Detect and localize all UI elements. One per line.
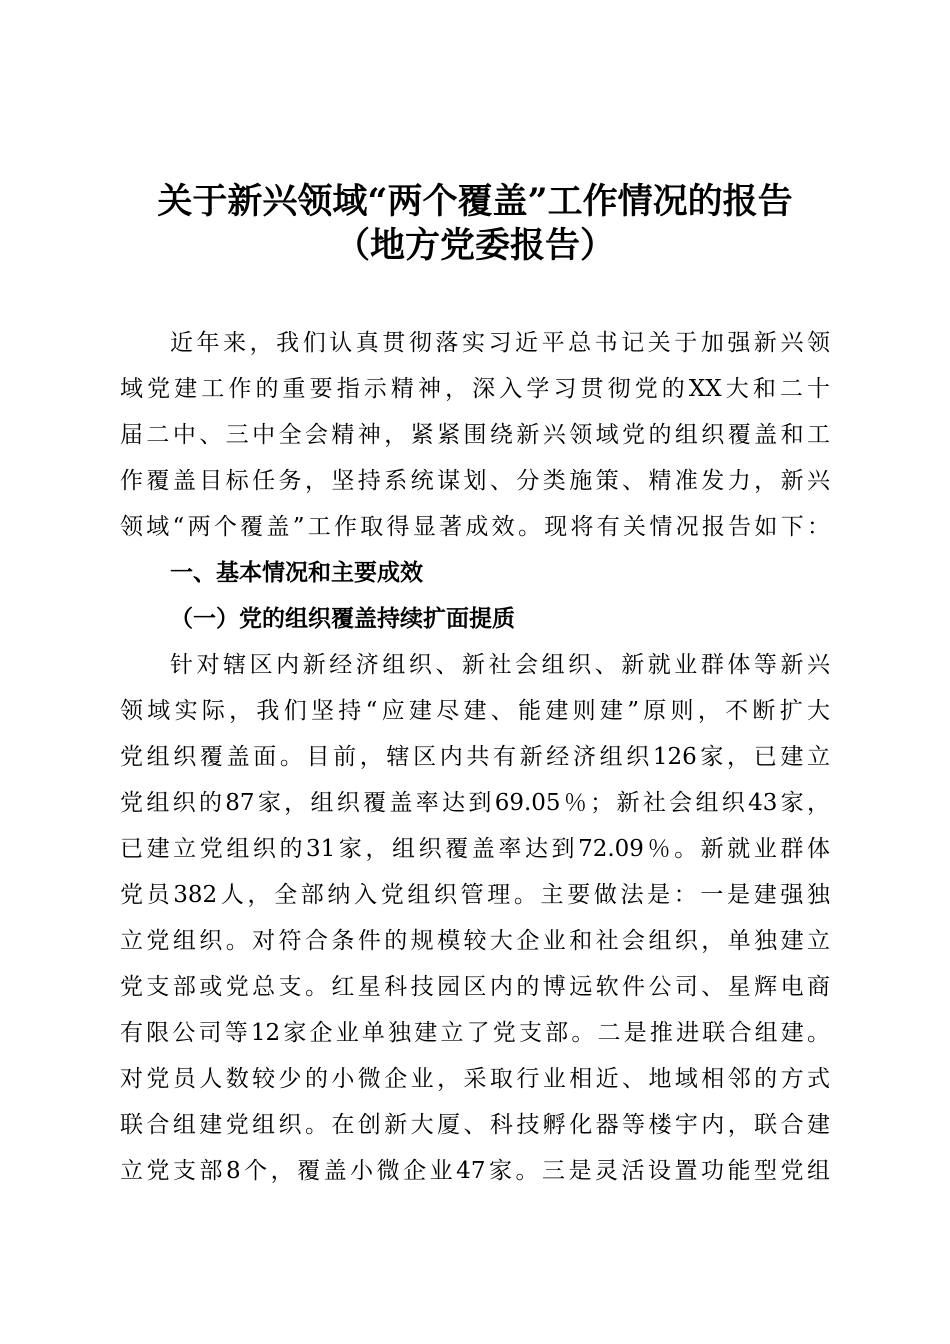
paragraph-line: 近年来，我们认真贯彻落实习近平总书记关于加强新兴领 xyxy=(170,330,830,356)
paragraph-line: 领域实际，我们坚持“应建尽建、能建则建”原则，不断扩大 xyxy=(120,698,830,724)
subsection-heading: （一）党的组织覆盖持续扩面提质 xyxy=(170,605,515,632)
section-paragraph xyxy=(120,642,830,1194)
paragraph-line: 党组织的87家，组织覆盖率达到69.05％；新社会组织43家， xyxy=(120,790,830,816)
paragraph-line: 党支部或党总支。红星科技园区内的博远软件公司、星辉电商 xyxy=(120,974,830,1000)
paragraph-line: 针对辖区内新经济组织、新社会组织、新就业群体等新兴 xyxy=(170,652,830,678)
document-subtitle: （地方党委报告） xyxy=(334,225,615,266)
paragraph-line: 域党建工作的重要指示精神，深入学习贯彻党的XX大和二十 xyxy=(120,376,830,402)
section-heading: 一、基本情况和主要成效 xyxy=(170,560,423,586)
paragraph-line: 届二中、三中全会精神，紧紧围绕新兴领域党的组织覆盖和工 xyxy=(120,422,830,448)
paragraph-line: 立党组织。对符合条件的规模较大企业和社会组织，单独建立 xyxy=(120,928,830,954)
document-title: 关于新兴领域“两个覆盖”工作情况的报告 xyxy=(157,181,793,222)
paragraph-line: 联合组建党组织。在创新大厦、科技孵化器等楼宇内，联合建 xyxy=(120,1112,830,1138)
intro-paragraph xyxy=(120,320,830,550)
paragraph-line: 作覆盖目标任务，坚持系统谋划、分类施策、精准发力，新兴 xyxy=(120,468,830,494)
document-body xyxy=(120,320,830,1194)
paragraph-line: 领域“两个覆盖”工作取得显著成效。现将有关情况报告如下： xyxy=(120,514,830,540)
paragraph-line: 党员382人，全部纳入党组织管理。主要做法是：一是建强独 xyxy=(120,882,830,908)
paragraph-line: 已建立党组织的31家，组织覆盖率达到72.09％。新就业群体 xyxy=(120,836,830,862)
paragraph-line: 有限公司等12家企业单独建立了党支部。二是推进联合组建。 xyxy=(120,1020,830,1046)
paragraph-line: 党组织覆盖面。目前，辖区内共有新经济组织126家，已建立 xyxy=(120,744,830,770)
paragraph-line: 对党员人数较少的小微企业，采取行业相近、地域相邻的方式 xyxy=(120,1066,830,1092)
paragraph-line: 立党支部8个，覆盖小微企业47家。三是灵活设置功能型党组 xyxy=(120,1158,830,1184)
